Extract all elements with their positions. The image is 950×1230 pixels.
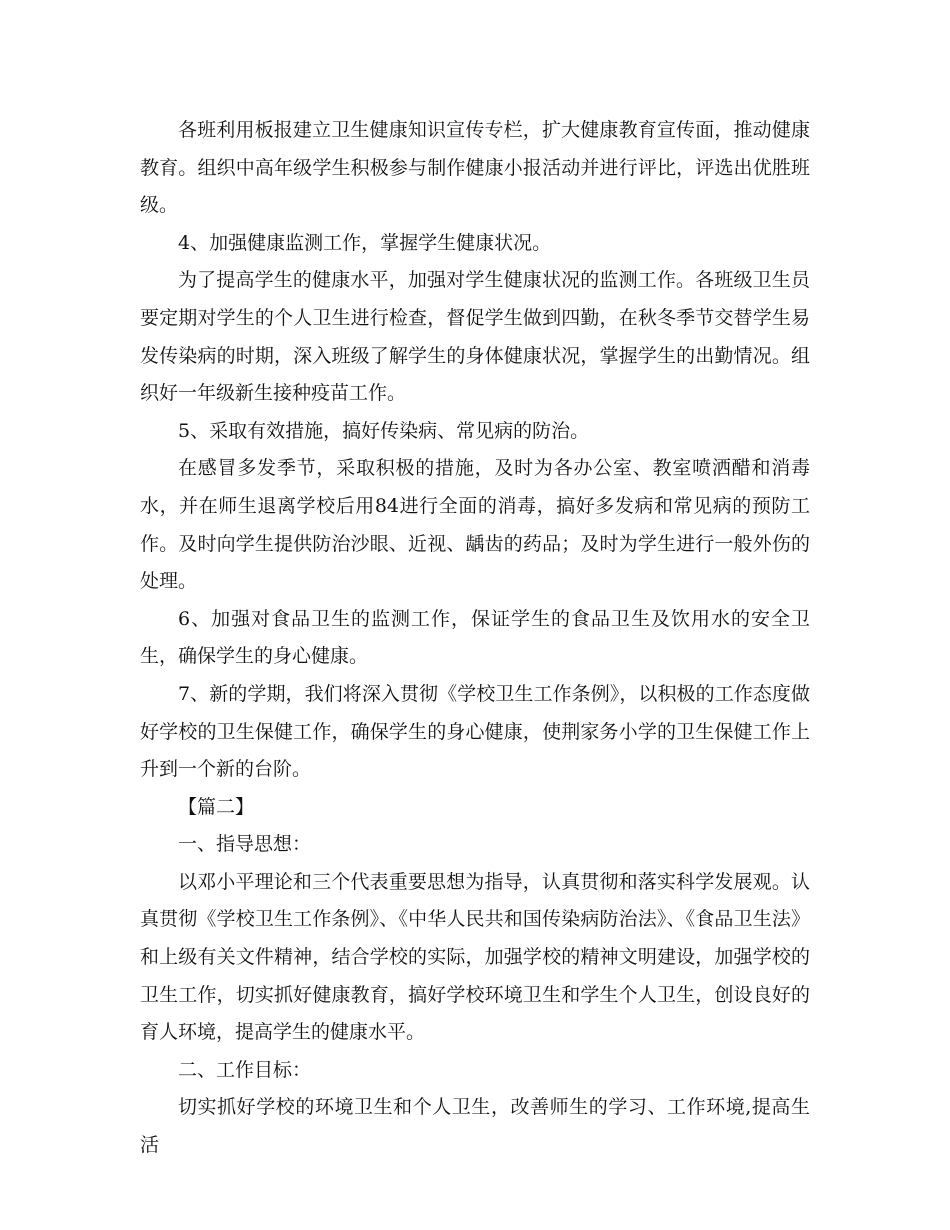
paragraph: 为了提高学生的健康水平，加强对学生健康状况的监测工作。各班级卫生员要定期对学生的个人卫生进行检查，督促学生做到四勤，在秋冬季节交替学生易发传染病的时期，深入班级了解学生的身体健康状况，掌握学生的出勤情况。组织好一年级新生接种疫苗工作。 [140, 269, 810, 405]
section-heading: 5、采取有效措施，搞好传染病、常见病的防治。 [178, 419, 590, 442]
section-heading: 4、加强健康监测工作，掌握学生健康状况。 [178, 231, 552, 254]
section-heading: 一、指导思想： [178, 833, 312, 856]
paragraph: 以邓小平理论和三个代表重要思想为指导，认真贯彻和落实科学发展观。认真贯彻《学校卫生工作条例》、《中华人民共和国传染病防治法》、《食品卫生法》和上级有关文件精神，结合学校的实际，加强学校的精神文明建设，加强学校的卫生工作，切实抓好健康教育，搞好学校环境卫生和学生个人卫生，创设良好的育人环境，提高学生的健康水平。 [140, 870, 810, 1044]
section-heading: 二、工作目标： [178, 1058, 312, 1081]
paragraph: 6、加强对食品卫生的监测工作，保证学生的食品卫生及饮用水的安全卫生，确保学生的身心健康。 [140, 607, 810, 668]
paragraph: 在感冒多发季节，采取积极的措施，及时为各办公室、教室喷洒醋和消毒水，并在师生退离学校后用84进行全面的消毒，搞好多发病和常见病的预防工作。及时向学生提供防治沙眼、近视、龋齿的药品；及时为学生进行一般外伤的处理。 [140, 457, 810, 593]
part-heading: 【篇二】 [178, 795, 255, 818]
paragraph: 各班利用板报建立卫生健康知识宣传专栏，扩大健康教育宣传面，推动健康教育。组织中高年级学生积极参与制作健康小报活动并进行评比，评选出优胜班级。 [140, 119, 810, 217]
paragraph: 7、新的学期，我们将深入贯彻《学校卫生工作条例》，以积极的工作态度做好学校的卫生保健工作，确保学生的身心健康，使荆家务小学的卫生保健工作上升到一个新的台阶。 [140, 682, 810, 781]
document-body [140, 112, 810, 1165]
paragraph: 切实抓好学校的环境卫生和个人卫生，改善师生的学习、工作环境,提高生活 [140, 1096, 810, 1157]
